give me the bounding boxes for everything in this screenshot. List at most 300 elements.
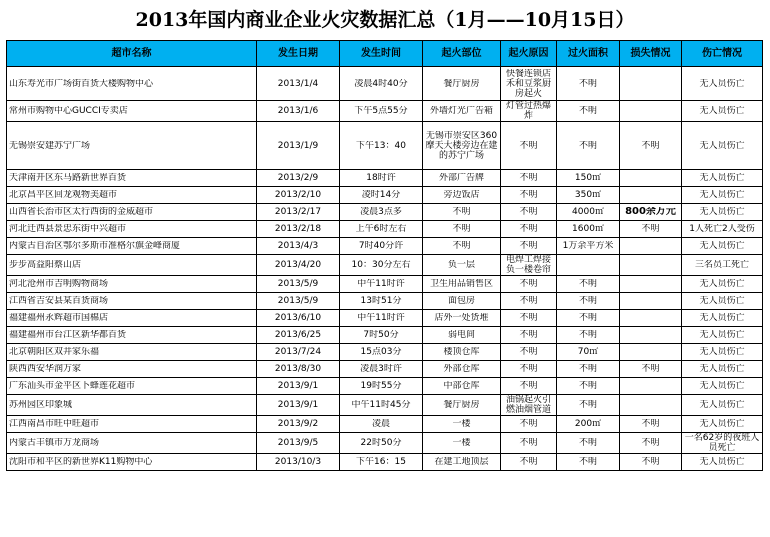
cell-time bbox=[340, 327, 423, 344]
cell-casualty-text: 无人员伤亡 bbox=[699, 106, 745, 116]
cell-time bbox=[340, 238, 423, 255]
col-header-cause: 起火原因 bbox=[501, 41, 557, 67]
cell-loss-text: 800余万元 bbox=[625, 207, 676, 217]
cell-area bbox=[557, 204, 620, 221]
cell-time-text: 上午6时左右 bbox=[355, 224, 407, 234]
col-header-location: 起火部位 bbox=[423, 41, 501, 67]
cell-cause-text: 不明 bbox=[519, 224, 538, 234]
cell-location-text: 负一层 bbox=[447, 260, 475, 270]
cell-loss bbox=[620, 187, 682, 204]
cell-name bbox=[7, 204, 257, 221]
cell-time-text: 凌晨3时许 bbox=[360, 364, 402, 374]
cell-casualty bbox=[682, 378, 763, 395]
cell-loss bbox=[620, 122, 682, 170]
cell-casualty bbox=[682, 327, 763, 344]
cell-cause-text: 不明 bbox=[519, 438, 538, 448]
cell-cause-text: 不明 bbox=[519, 347, 538, 357]
cell-location-text: 餐厅厨房 bbox=[443, 78, 480, 89]
cell-cause bbox=[501, 187, 557, 204]
cell-name-text: 北京朝阳区双井家乐福 bbox=[9, 347, 100, 357]
cell-location-text: 楼顶仓库 bbox=[443, 347, 480, 357]
cell-time-text: 中午11时许 bbox=[357, 313, 405, 323]
cell-time bbox=[340, 204, 423, 221]
cell-name bbox=[7, 395, 257, 416]
cell-area-text: 70㎡ bbox=[577, 347, 599, 357]
cell-location bbox=[423, 454, 501, 471]
cell-date bbox=[257, 344, 340, 361]
col-header-area: 过火面积 bbox=[557, 41, 620, 67]
cell-name bbox=[7, 416, 257, 433]
cell-location bbox=[423, 310, 501, 327]
cell-loss bbox=[620, 101, 682, 122]
cell-location-text: 弱电间 bbox=[447, 330, 475, 340]
cell-area-text: 4000㎡ bbox=[572, 207, 604, 217]
cell-cause bbox=[501, 378, 557, 395]
cell-date-text: 2013/5/9 bbox=[277, 279, 319, 289]
cell-name bbox=[7, 221, 257, 238]
cell-area bbox=[557, 344, 620, 361]
cell-casualty-text: 无人员伤亡 bbox=[699, 241, 745, 251]
cell-name bbox=[7, 310, 257, 327]
cell-cause bbox=[501, 122, 557, 170]
cell-cause bbox=[501, 204, 557, 221]
cell-loss bbox=[620, 327, 682, 344]
cell-loss-text: 不明 bbox=[641, 140, 660, 151]
cell-area bbox=[557, 327, 620, 344]
cell-area-text: 不明 bbox=[578, 140, 597, 151]
cell-location bbox=[423, 238, 501, 255]
cell-casualty bbox=[682, 361, 763, 378]
cell-location bbox=[423, 361, 501, 378]
cell-location-text: 一楼 bbox=[452, 419, 471, 429]
cell-cause-text: 不明 bbox=[519, 173, 538, 183]
cell-time bbox=[340, 378, 423, 395]
cell-time bbox=[340, 454, 423, 471]
cell-date-text: 2013/2/10 bbox=[274, 190, 322, 200]
cell-cause bbox=[501, 416, 557, 433]
cell-date bbox=[257, 255, 340, 276]
cell-time bbox=[340, 170, 423, 187]
cell-area bbox=[557, 454, 620, 471]
cell-area bbox=[557, 416, 620, 433]
cell-area-text: 不明 bbox=[578, 330, 597, 340]
table-row bbox=[7, 361, 763, 378]
cell-time-text: 中午11时许 bbox=[357, 279, 405, 289]
cell-area-text: 1万余平方米 bbox=[562, 241, 614, 251]
cell-area-text: 350㎡ bbox=[574, 190, 602, 200]
cell-date-text: 2013/1/4 bbox=[277, 78, 319, 89]
cell-name-text: 内蒙古丰镇市万龙商场 bbox=[9, 438, 100, 448]
cell-name-text: 山东寿光市广场街百货大楼购物中心 bbox=[9, 78, 154, 89]
cell-date-text: 2013/9/5 bbox=[277, 438, 319, 448]
cell-area bbox=[557, 395, 620, 416]
cell-time bbox=[340, 416, 423, 433]
cell-area-text: 不明 bbox=[578, 78, 597, 89]
cell-time bbox=[340, 395, 423, 416]
cell-time-text: 凌晨3点多 bbox=[360, 207, 402, 217]
cell-cause-text: 不明 bbox=[519, 313, 538, 323]
cell-casualty bbox=[682, 238, 763, 255]
cell-area bbox=[557, 310, 620, 327]
cell-location bbox=[423, 221, 501, 238]
cell-name-text: 福建福州永辉超市国棉店 bbox=[9, 313, 109, 323]
cell-casualty bbox=[682, 276, 763, 293]
cell-location bbox=[423, 395, 501, 416]
cell-name-text: 内蒙古自治区鄂尔多斯市准格尔旗金峰商厦 bbox=[9, 241, 181, 251]
cell-cause-text: 灯管过热爆炸 bbox=[505, 101, 551, 121]
cell-date-text: 2013/9/1 bbox=[277, 381, 319, 391]
cell-cause-text: 不明 bbox=[519, 330, 538, 340]
cell-loss bbox=[620, 454, 682, 471]
table-row bbox=[7, 67, 763, 101]
cell-time-text: 下午5点55分 bbox=[354, 106, 408, 116]
cell-location-text: 外墙灯光广告箱 bbox=[429, 106, 493, 116]
cell-name bbox=[7, 433, 257, 454]
cell-cause bbox=[501, 276, 557, 293]
cell-time bbox=[340, 293, 423, 310]
cell-time-text: 19时55分 bbox=[360, 381, 402, 391]
cell-area bbox=[557, 122, 620, 170]
cell-casualty-text: 无人员伤亡 bbox=[699, 207, 745, 217]
cell-casualty-text: 无人员伤亡 bbox=[699, 296, 745, 306]
cell-location bbox=[423, 67, 501, 101]
cell-location bbox=[423, 433, 501, 454]
cell-date bbox=[257, 395, 340, 416]
cell-cause-text: 电焊工焊接负一楼卷帘 bbox=[505, 255, 551, 275]
cell-area-text: 不明 bbox=[578, 438, 597, 448]
cell-area bbox=[557, 276, 620, 293]
cell-date-text: 2013/4/20 bbox=[274, 260, 322, 270]
cell-date-text: 2013/9/2 bbox=[277, 419, 319, 429]
cell-time bbox=[340, 67, 423, 101]
cell-cause bbox=[501, 293, 557, 310]
cell-name bbox=[7, 454, 257, 471]
cell-casualty-text: 无人员伤亡 bbox=[699, 313, 745, 323]
cell-cause-text: 不明 bbox=[519, 381, 538, 391]
cell-location-text: 卫生用品销售区 bbox=[429, 279, 493, 289]
cell-casualty-text: 无人员伤亡 bbox=[699, 347, 745, 357]
table-row bbox=[7, 101, 763, 122]
cell-location bbox=[423, 255, 501, 276]
cell-loss bbox=[620, 204, 682, 221]
cell-casualty bbox=[682, 454, 763, 471]
cell-location bbox=[423, 204, 501, 221]
cell-date-text: 2013/1/9 bbox=[277, 140, 319, 151]
table-row bbox=[7, 170, 763, 187]
table-row bbox=[7, 344, 763, 361]
cell-casualty-text: 三名员工死亡 bbox=[694, 260, 749, 270]
cell-cause-text: 不明 bbox=[519, 364, 538, 374]
page-title: 2013年国内商业企业火灾数据汇总（1月——10月15日） bbox=[135, 9, 635, 31]
cell-casualty-text: 无人员伤亡 bbox=[699, 190, 745, 200]
cell-date-text: 2013/2/9 bbox=[277, 173, 319, 183]
table-row bbox=[7, 395, 763, 416]
cell-date-text: 2013/4/3 bbox=[277, 241, 319, 251]
cell-cause bbox=[501, 454, 557, 471]
cell-location bbox=[423, 293, 501, 310]
cell-name-text: 北京昌平区回龙观物美超市 bbox=[9, 190, 118, 200]
cell-casualty-text: 无人员伤亡 bbox=[699, 279, 745, 289]
cell-date bbox=[257, 293, 340, 310]
cell-date-text: 2013/6/25 bbox=[274, 330, 322, 340]
cell-cause bbox=[501, 310, 557, 327]
cell-area bbox=[557, 255, 620, 276]
cell-time bbox=[340, 122, 423, 170]
cell-loss-text: 不明 bbox=[641, 364, 660, 374]
cell-casualty bbox=[682, 204, 763, 221]
cell-name bbox=[7, 170, 257, 187]
cell-name-text: 江西省吉安县某百货商场 bbox=[9, 296, 109, 306]
col-header-name: 超市名称 bbox=[7, 41, 257, 67]
cell-time-text: 凌时14分 bbox=[361, 190, 401, 200]
cell-area bbox=[557, 378, 620, 395]
cell-date bbox=[257, 204, 340, 221]
cell-area bbox=[557, 361, 620, 378]
cell-name bbox=[7, 378, 257, 395]
table-row bbox=[7, 238, 763, 255]
cell-date bbox=[257, 276, 340, 293]
cell-casualty-text: 无人员伤亡 bbox=[699, 381, 745, 391]
cell-cause bbox=[501, 344, 557, 361]
cell-date-text: 2013/2/17 bbox=[274, 207, 322, 217]
cell-loss-text: 不明 bbox=[641, 457, 660, 467]
table-row bbox=[7, 378, 763, 395]
header-row bbox=[7, 41, 763, 67]
cell-loss bbox=[620, 255, 682, 276]
cell-area-text: 不明 bbox=[578, 400, 597, 410]
cell-date bbox=[257, 122, 340, 170]
cell-time-text: 10：30分左右 bbox=[351, 260, 411, 270]
cell-name-text: 苏州园区印象城 bbox=[9, 400, 73, 410]
cell-date-text: 2013/1/6 bbox=[277, 106, 319, 116]
cell-location bbox=[423, 378, 501, 395]
cell-name bbox=[7, 293, 257, 310]
cell-cause-text: 不明 bbox=[519, 279, 538, 289]
cell-time-text: 凌晨4时40分 bbox=[354, 78, 408, 89]
cell-name-text: 福建福州市台江区新华都百货 bbox=[9, 330, 127, 340]
cell-location-text: 无锡市崇安区360摩天大楼旁边在建的苏宁广场 bbox=[425, 130, 498, 161]
cell-name bbox=[7, 344, 257, 361]
cell-cause bbox=[501, 170, 557, 187]
cell-area-text: 200㎡ bbox=[574, 419, 602, 429]
cell-time bbox=[340, 276, 423, 293]
cell-cause-text: 不明 bbox=[519, 296, 538, 306]
cell-date-text: 2013/8/30 bbox=[274, 364, 322, 374]
cell-location-text: 中部仓库 bbox=[443, 381, 480, 391]
cell-name-text: 天津南开区东马路新世界百货 bbox=[9, 173, 127, 183]
cell-time bbox=[340, 433, 423, 454]
cell-location bbox=[423, 327, 501, 344]
cell-time bbox=[340, 101, 423, 122]
cell-name-text: 广东汕头市金平区卜蜂莲花超市 bbox=[9, 381, 136, 391]
cell-time-text: 15点03分 bbox=[360, 347, 402, 357]
cell-date bbox=[257, 187, 340, 204]
cell-location bbox=[423, 276, 501, 293]
table-row bbox=[7, 122, 763, 170]
cell-name bbox=[7, 122, 257, 170]
cell-date-text: 2013/5/9 bbox=[277, 296, 319, 306]
cell-time bbox=[340, 255, 423, 276]
cell-name-text: 常州市购物中心GUCCI专卖店 bbox=[9, 106, 128, 116]
cell-casualty-text: 无人员伤亡 bbox=[699, 457, 745, 467]
cell-loss bbox=[620, 170, 682, 187]
cell-date bbox=[257, 101, 340, 122]
cell-area-text: 不明 bbox=[578, 279, 597, 289]
cell-name-text: 步步高益阳蔡山店 bbox=[9, 260, 82, 270]
cell-casualty bbox=[682, 255, 763, 276]
cell-name-text: 河北沧州市吉明购物商场 bbox=[9, 279, 109, 289]
cell-name bbox=[7, 67, 257, 101]
cell-location-text: 外部广告牌 bbox=[438, 173, 484, 183]
table-row bbox=[7, 293, 763, 310]
cell-location bbox=[423, 122, 501, 170]
cell-cause bbox=[501, 238, 557, 255]
table-row bbox=[7, 433, 763, 454]
cell-cause-text: 快餐连锁店禾和豆浆厨房起火 bbox=[505, 68, 551, 99]
cell-time bbox=[340, 187, 423, 204]
cell-area bbox=[557, 433, 620, 454]
cell-casualty-text: 无人员伤亡 bbox=[699, 364, 745, 374]
cell-time bbox=[340, 344, 423, 361]
cell-date bbox=[257, 310, 340, 327]
cell-area bbox=[557, 67, 620, 101]
cell-time-text: 7时50分 bbox=[363, 330, 399, 340]
cell-area-text: 不明 bbox=[578, 364, 597, 374]
cell-area-text: 不明 bbox=[578, 106, 597, 116]
cell-loss-text: 不明 bbox=[641, 224, 660, 234]
cell-loss bbox=[620, 310, 682, 327]
cell-casualty bbox=[682, 122, 763, 170]
cell-cause-text: 不明 bbox=[519, 207, 538, 217]
cell-loss bbox=[620, 361, 682, 378]
cell-time-text: 7时40分许 bbox=[358, 241, 404, 251]
cell-name-text: 江西南昌市旺中旺超市 bbox=[9, 419, 100, 429]
cell-area-text: 不明 bbox=[578, 296, 597, 306]
cell-location-text: 旁边饭店 bbox=[443, 190, 480, 200]
cell-name bbox=[7, 238, 257, 255]
cell-area bbox=[557, 221, 620, 238]
table-row bbox=[7, 310, 763, 327]
cell-location bbox=[423, 170, 501, 187]
cell-time-text: 13时51分 bbox=[360, 296, 402, 306]
cell-name bbox=[7, 327, 257, 344]
cell-cause bbox=[501, 327, 557, 344]
cell-casualty-text: 1人死亡2人受伤 bbox=[689, 224, 755, 234]
table-row bbox=[7, 454, 763, 471]
table-row bbox=[7, 221, 763, 238]
cell-casualty-text: 无人员伤亡 bbox=[699, 173, 745, 183]
cell-loss bbox=[620, 395, 682, 416]
cell-time-text: 凌晨 bbox=[371, 419, 390, 429]
cell-date bbox=[257, 416, 340, 433]
cell-casualty-text: 无人员伤亡 bbox=[699, 419, 745, 429]
cell-loss bbox=[620, 416, 682, 433]
cell-casualty-text: 无人员伤亡 bbox=[699, 78, 745, 89]
cell-time bbox=[340, 221, 423, 238]
cell-date-text: 2013/2/18 bbox=[274, 224, 322, 234]
cell-time-text: 下午13：40 bbox=[356, 140, 406, 151]
cell-casualty-text: 无人员伤亡 bbox=[699, 400, 745, 410]
cell-area-text: 1600㎡ bbox=[572, 224, 604, 234]
table-row bbox=[7, 327, 763, 344]
cell-casualty bbox=[682, 395, 763, 416]
cell-loss-text: 不明 bbox=[641, 438, 660, 448]
cell-casualty-text: 无人员伤亡 bbox=[699, 140, 745, 151]
cell-casualty bbox=[682, 101, 763, 122]
cell-area bbox=[557, 101, 620, 122]
cell-location-text: 不明 bbox=[452, 207, 471, 217]
cell-time-text: 18时许 bbox=[366, 173, 396, 183]
table-row bbox=[7, 187, 763, 204]
cell-location bbox=[423, 416, 501, 433]
cell-date bbox=[257, 378, 340, 395]
cell-location-text: 外部仓库 bbox=[443, 364, 480, 374]
cell-area-text: 不明 bbox=[578, 313, 597, 323]
cell-time-text: 22时50分 bbox=[360, 438, 402, 448]
cell-casualty-text: 一名62岁的夜班人员死亡 bbox=[684, 433, 760, 453]
cell-location-text: 在建工地顶层 bbox=[434, 457, 489, 467]
cell-date-text: 2013/7/24 bbox=[274, 347, 322, 357]
cell-casualty bbox=[682, 416, 763, 433]
cell-time-text: 中午11时45分 bbox=[351, 400, 411, 410]
cell-cause-text: 不明 bbox=[519, 419, 538, 429]
cell-time-text: 下午16：15 bbox=[356, 457, 406, 467]
cell-date-text: 2013/10/3 bbox=[274, 457, 322, 467]
cell-location-text: 餐厅厨房 bbox=[443, 400, 480, 410]
cell-cause bbox=[501, 395, 557, 416]
cell-casualty bbox=[682, 293, 763, 310]
cell-cause-text: 不明 bbox=[519, 190, 538, 200]
cell-loss-text: 不明 bbox=[641, 419, 660, 429]
cell-area bbox=[557, 170, 620, 187]
cell-location-text: 一楼 bbox=[452, 438, 471, 448]
cell-name bbox=[7, 255, 257, 276]
cell-time bbox=[340, 310, 423, 327]
cell-location bbox=[423, 101, 501, 122]
table-row bbox=[7, 255, 763, 276]
cell-date bbox=[257, 238, 340, 255]
cell-location bbox=[423, 344, 501, 361]
cell-cause-text: 不明 bbox=[519, 241, 538, 251]
cell-location-text: 不明 bbox=[452, 224, 471, 234]
cell-casualty bbox=[682, 221, 763, 238]
cell-loss bbox=[620, 67, 682, 101]
cell-cause-text: 不明 bbox=[519, 140, 538, 151]
cell-cause bbox=[501, 361, 557, 378]
cell-loss bbox=[620, 344, 682, 361]
cell-cause bbox=[501, 67, 557, 101]
cell-date bbox=[257, 221, 340, 238]
cell-location-text: 面包房 bbox=[447, 296, 475, 306]
cell-name bbox=[7, 276, 257, 293]
cell-name-text: 河北迁西县景忠东街中兴超市 bbox=[9, 224, 127, 234]
fire-data-table bbox=[6, 40, 763, 471]
cell-name bbox=[7, 361, 257, 378]
cell-cause bbox=[501, 433, 557, 454]
cell-casualty bbox=[682, 187, 763, 204]
col-header-loss: 损失情况 bbox=[620, 41, 682, 67]
cell-casualty bbox=[682, 433, 763, 454]
cell-date-text: 2013/6/10 bbox=[274, 313, 322, 323]
cell-loss bbox=[620, 238, 682, 255]
cell-name-text: 陕西西安华润万家 bbox=[9, 364, 82, 374]
cell-date bbox=[257, 361, 340, 378]
cell-cause bbox=[501, 221, 557, 238]
cell-name-text: 山西省长治市区太行西街的金威超市 bbox=[9, 207, 154, 217]
cell-loss bbox=[620, 276, 682, 293]
cell-casualty-text: 无人员伤亡 bbox=[699, 330, 745, 340]
cell-time bbox=[340, 361, 423, 378]
